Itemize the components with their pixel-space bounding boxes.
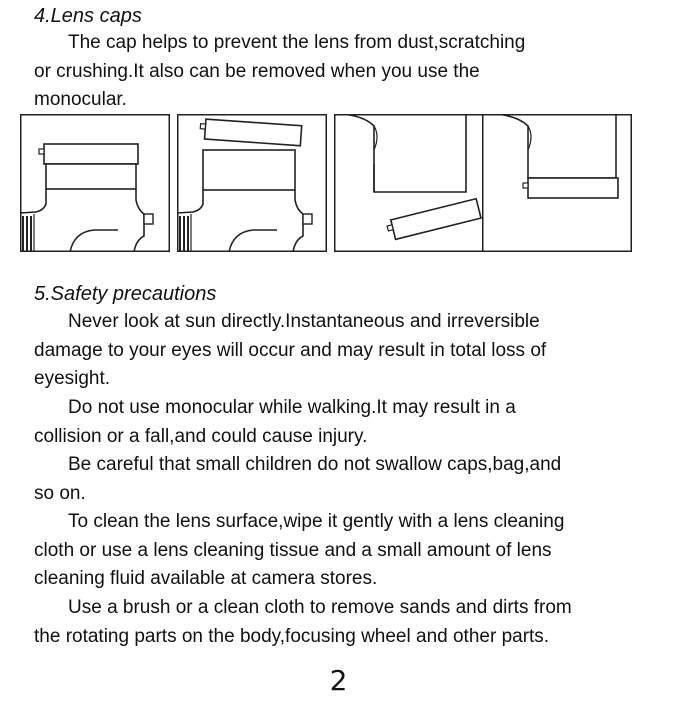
safety-walking-line-2: collision or a fall,and could cause injury.	[34, 425, 368, 447]
cap-removed-objective-drawing	[334, 114, 484, 252]
figure-cap-removed-objective	[334, 114, 484, 252]
safety-sun-line-1: Never look at sun directly.Instantaneous and irreversible	[68, 311, 540, 332]
safety-cleaning-line-1: To clean the lens surface,wipe it gently with a lens cleaning	[68, 511, 565, 532]
safety-children-line-1: Be careful that small children do not swallow caps,bag,and	[68, 454, 562, 475]
figure-cap-removed-eyepiece	[177, 114, 327, 252]
lens-caps-line-1: The cap helps to prevent the lens from dust,scratching	[68, 32, 526, 53]
safety-sun-line-3: eyesight.	[34, 368, 111, 389]
safety-cleaning-line-2: cloth or use a lens cleaning tissue and a small amount of lens	[34, 539, 552, 561]
lens-caps-paragraph	[34, 29, 654, 115]
safety-paragraph-walking	[34, 394, 654, 451]
safety-precautions-heading: 5.Safety precautions	[34, 283, 217, 305]
cap-attached-objective-drawing	[482, 114, 632, 252]
safety-paragraph-sun	[34, 308, 654, 394]
safety-walking-line-1: Do not use monocular while walking.It may result in a	[68, 397, 516, 418]
safety-cleaning-line-3: cleaning fluid available at camera stores.	[34, 568, 378, 589]
lens-caps-line-3: monocular.	[34, 89, 127, 110]
safety-children-line-2: so on.	[34, 482, 86, 504]
lens-caps-heading: 4.Lens caps	[34, 5, 142, 27]
safety-brush-line-2: the rotating parts on the body,focusing wheel and other parts.	[34, 625, 550, 647]
lens-caps-line-2: or crushing.It also can be removed when you use the	[34, 60, 480, 82]
safety-paragraph-children	[34, 451, 654, 508]
figure-cap-attached-eyepiece	[20, 114, 170, 252]
lens-cap-illustrations	[20, 114, 632, 252]
cap-removed-eyepiece-drawing	[177, 114, 327, 252]
safety-sun-line-2: damage to your eyes will occur and may result in total loss of	[34, 339, 547, 361]
figure-cap-attached-objective	[482, 114, 632, 252]
safety-paragraph-cleaning	[34, 508, 654, 594]
safety-paragraph-brush	[34, 594, 654, 651]
safety-brush-line-1: Use a brush or a clean cloth to remove sands and dirts from	[68, 597, 572, 618]
page-number: 2	[329, 664, 348, 697]
cap-attached-eyepiece-drawing	[20, 114, 170, 252]
